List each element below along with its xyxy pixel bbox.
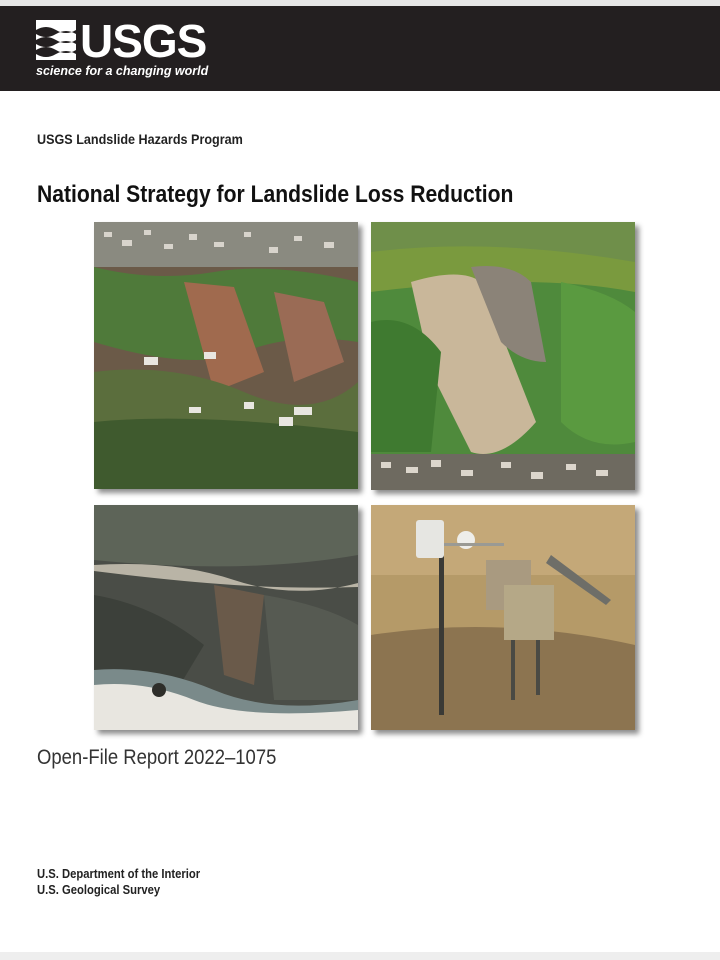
survey-name: U.S. Geological Survey	[37, 883, 161, 897]
photo-monitoring-station	[371, 505, 635, 730]
agency-block	[37, 866, 218, 898]
report-number: Open-File Report 2022–1075	[37, 746, 277, 769]
photo-coastal-cliff	[94, 505, 358, 730]
usgs-wave-icon	[36, 20, 76, 60]
usgs-logo-text: USGS	[80, 15, 207, 67]
header-band	[0, 6, 720, 91]
bottom-border	[0, 952, 720, 960]
photo-landslide-town	[94, 222, 358, 489]
usgs-logo-tagline: science for a changing world	[36, 64, 209, 78]
photo-hillside-slide	[371, 222, 635, 490]
usgs-logo	[36, 15, 209, 84]
report-title: National Strategy for Landslide Loss Reduction	[37, 181, 514, 208]
department-name: U.S. Department of the Interior	[37, 867, 201, 881]
program-name: USGS Landslide Hazards Program	[37, 131, 243, 147]
